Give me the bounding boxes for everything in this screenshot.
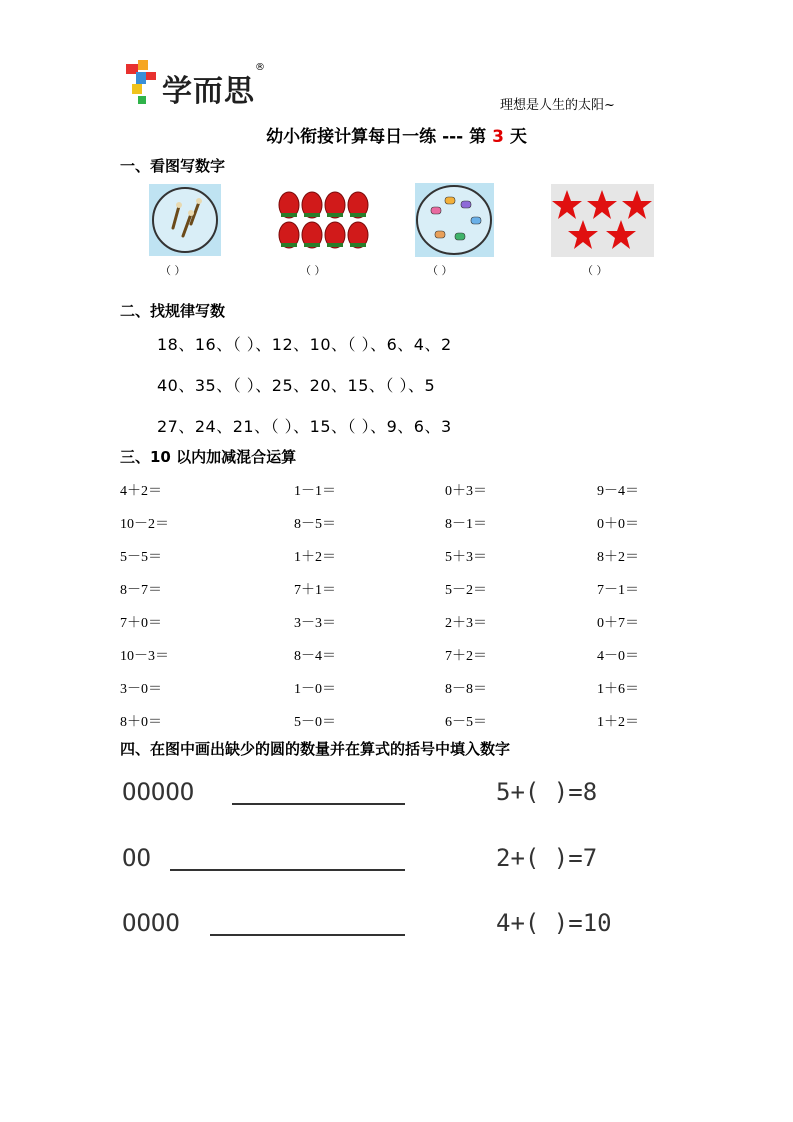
equation-3[interactable]: 4+( )=10 [496,909,612,937]
equation-cell[interactable]: 5－2＝ [445,583,487,598]
equation-cell[interactable]: 0＋3＝ [445,484,487,499]
equation-cell[interactable]: 2＋3＝ [445,616,487,631]
sequence-3[interactable]: 27、24、21、（ ）、15、（ ）、9、6、3 [157,417,452,436]
answer-paren-4[interactable]: （ ） [582,264,608,277]
answer-paren-1[interactable]: （ ） [160,264,186,277]
equation-cell[interactable]: 8－8＝ [445,682,487,697]
stars-icon [551,184,654,257]
equation-cell[interactable]: 6－5＝ [445,715,487,730]
equation-cell[interactable]: 8＋2＝ [597,550,639,565]
equation-cell[interactable]: 1＋2＝ [597,715,639,730]
equation-cell[interactable]: 0＋0＝ [597,517,639,532]
equation-cell[interactable]: 8－5＝ [294,517,336,532]
equation-cell[interactable]: 10－3＝ [120,649,169,664]
section4-heading: 四、在图中画出缺少的圆的数量并在算式的括号中填入数字 [120,740,511,758]
equation-cell[interactable]: 8－1＝ [445,517,487,532]
circles-row-1: OOOOO [122,778,195,806]
equation-cell[interactable]: 7＋2＝ [445,649,487,664]
section2-heading: 二、找规律写数 [120,302,226,320]
equation-cell[interactable]: 3－3＝ [294,616,336,631]
sequence-1[interactable]: 18、16、（ ）、12、10、（ ）、6、4、2 [157,335,452,354]
equation-cell[interactable]: 8－4＝ [294,649,336,664]
logo-mark-icon [122,58,162,108]
equation-cell[interactable]: 1－1＝ [294,484,336,499]
motto: 理想是人生的太阳~ [500,98,615,113]
equation-cell[interactable]: 7＋0＝ [120,616,162,631]
answer-paren-2[interactable]: （ ） [300,264,326,277]
equation-1[interactable]: 5+( )=8 [496,778,598,806]
roses-icon [277,189,371,251]
draw-line-3[interactable] [210,934,405,936]
equation-cell[interactable]: 7－1＝ [597,583,639,598]
equation-cell[interactable]: 7＋1＝ [294,583,336,598]
equation-cell[interactable]: 10－2＝ [120,517,169,532]
equation-cell[interactable]: 1－0＝ [294,682,336,697]
equation-cell[interactable]: 8－7＝ [120,583,162,598]
paintbrush-plate-icon [149,184,221,256]
draw-line-2[interactable] [170,869,405,871]
equation-cell[interactable]: 0＋7＝ [597,616,639,631]
title-suffix: 天 [503,127,527,147]
equation-cell[interactable]: 9－4＝ [597,484,639,499]
section1-heading: 一、看图写数字 [120,157,226,175]
draw-line-1[interactable] [232,803,405,805]
equation-2[interactable]: 2+( )=7 [496,844,598,872]
equation-cell[interactable]: 8＋0＝ [120,715,162,730]
page-title [0,122,793,147]
equation-cell[interactable]: 1＋6＝ [597,682,639,697]
equation-cell[interactable]: 3－0＝ [120,682,162,697]
section3-heading: 三、10 以内加减混合运算 [120,448,297,466]
title-day: 3 [492,127,504,147]
equation-cell[interactable]: 1＋2＝ [294,550,336,565]
answer-paren-3[interactable]: （ ） [427,264,453,277]
logo-text: 学而思 [162,74,255,109]
equation-cell[interactable]: 4－0＝ [597,649,639,664]
logo-registered: ® [255,62,265,73]
sequence-2[interactable]: 40、35、（ ）、25、20、15、（ ）、5 [157,376,436,395]
equation-cell[interactable]: 4＋2＝ [120,484,162,499]
circles-row-3: OOOO [122,909,180,937]
logo [122,58,272,108]
equation-cell[interactable]: 5－5＝ [120,550,162,565]
candy-plate-icon [415,183,494,257]
circles-row-2: OO [122,844,151,872]
title-prefix: 幼小衔接计算每日一练 --- 第 [266,127,493,147]
equation-cell[interactable]: 5＋3＝ [445,550,487,565]
equation-cell[interactable]: 5－0＝ [294,715,336,730]
